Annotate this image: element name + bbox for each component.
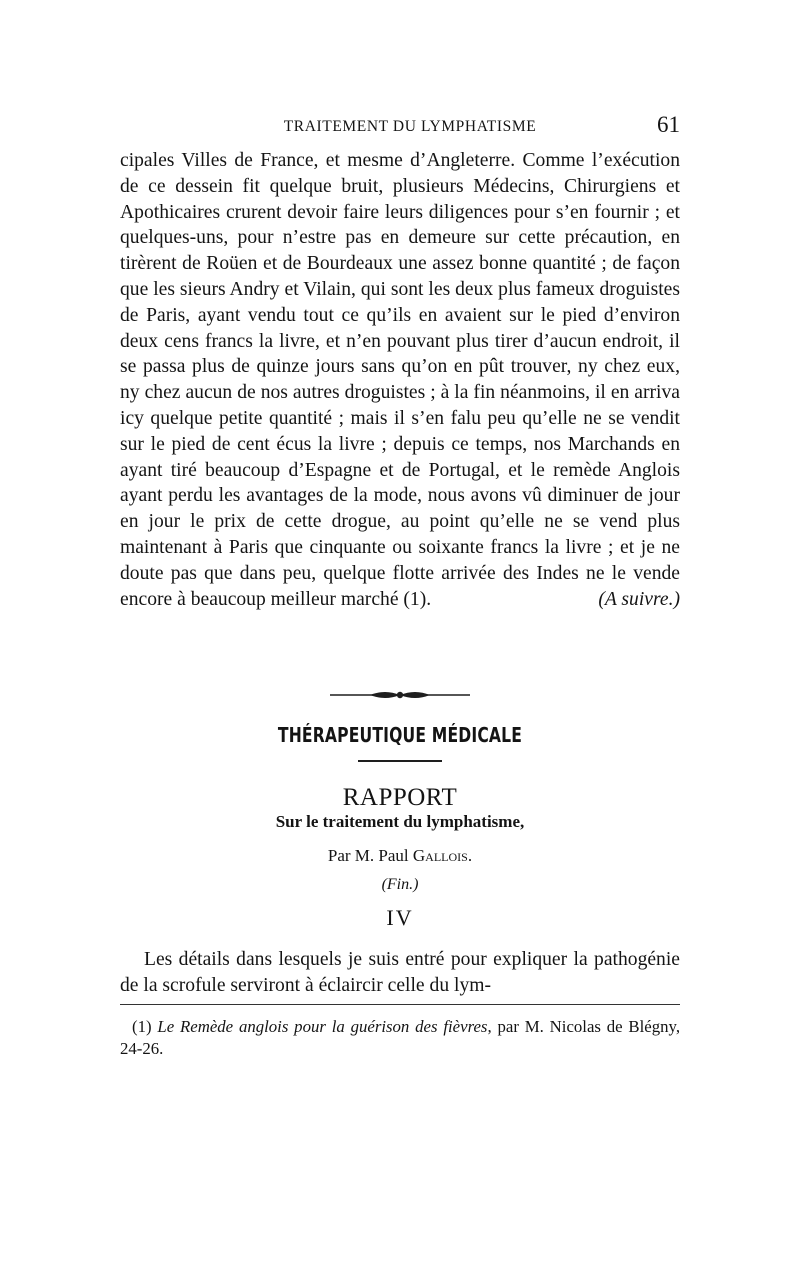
continued-paragraph [120,148,680,612]
footnote [120,1016,680,1060]
footnote-rule [120,1004,680,1005]
footnote-title: Le Remède anglois pour la guérison des fièvres [157,1017,488,1036]
article-text: Les détails dans lesquels je suis entré pour expliquer la pathogénie de la scrofule serviront à éclaircir celle du lym- [120,949,680,996]
running-head [120,110,680,142]
running-title: TRAITEMENT DU LYMPHATISME [283,118,537,135]
article-heading: RAPPORT [342,784,458,811]
to-be-continued: (A suivre.) [598,588,680,610]
author-prefix: Par M. Paul [327,846,413,865]
author-surname: Gallois. [412,846,473,865]
section-title: THÉRAPEUTIQUE MÉDICALE [277,723,523,747]
continued-text: cipales Villes de France, et mesme d’Angleterre. Comme l’exécution de ce dessein fit quelque bruit, plusieurs Médecins, Chirurgiens et Apothicaires crurent devoir faire leurs diligences pour s’en fournir ; et quelques-uns, pour n’estre pas en demeure sur cette précaution, en tirèrent de Roüen et de Bourdeaux une assez bonne quantité ; de façon que les sieurs Andry et Vilain, qui sont les deux plus fameux droguistes de Paris, ayant vendu tout ce qu’ils en avaient sur le pied d’environ deux cens francs la livre, et n’en pouvant plus tirer d’aucun endroit, il se passa plus de quinze jours sans qu’on en pût trouver, ny chez eux, ny chez aucun de nos autres droguistes ; à la fin néanmoins, il en arriva icy quelque petite quantité ; mais il s’en falu peu qu’elle ne se vendit sur le pied de cent écus la livre ; depuis ce temps, nos Marchands en ayant tiré beaucoup d’Espagne et de Portugal, et le remède Anglois ayant perdu les avantages de la mode, nous avons vû diminuer de jour en jour le prix de cette drogue, au point qu’elle ne se vend plus maintenant à Paris que cinquante ou soixante francs la livre ; et je ne doute pas que dans peu, quelque flotte arrivée des Indes ne le vende encore à beaucoup meilleur marché (1). [120,150,680,610]
fin-note: (Fin.) [381,876,419,893]
part-number: IV [386,905,414,930]
footnote-rest: , par M. Nicolas de Blégny, 24-26. [120,1017,681,1058]
article-paragraph [120,947,680,999]
footnote-marker: (1) [132,1017,158,1036]
article-subtitle: Sur le traitement du lymphatisme, [275,812,525,831]
ornamental-rule [330,688,470,702]
article-author [120,846,680,866]
page-number: 61 [657,112,680,137]
title-underline [358,760,442,762]
